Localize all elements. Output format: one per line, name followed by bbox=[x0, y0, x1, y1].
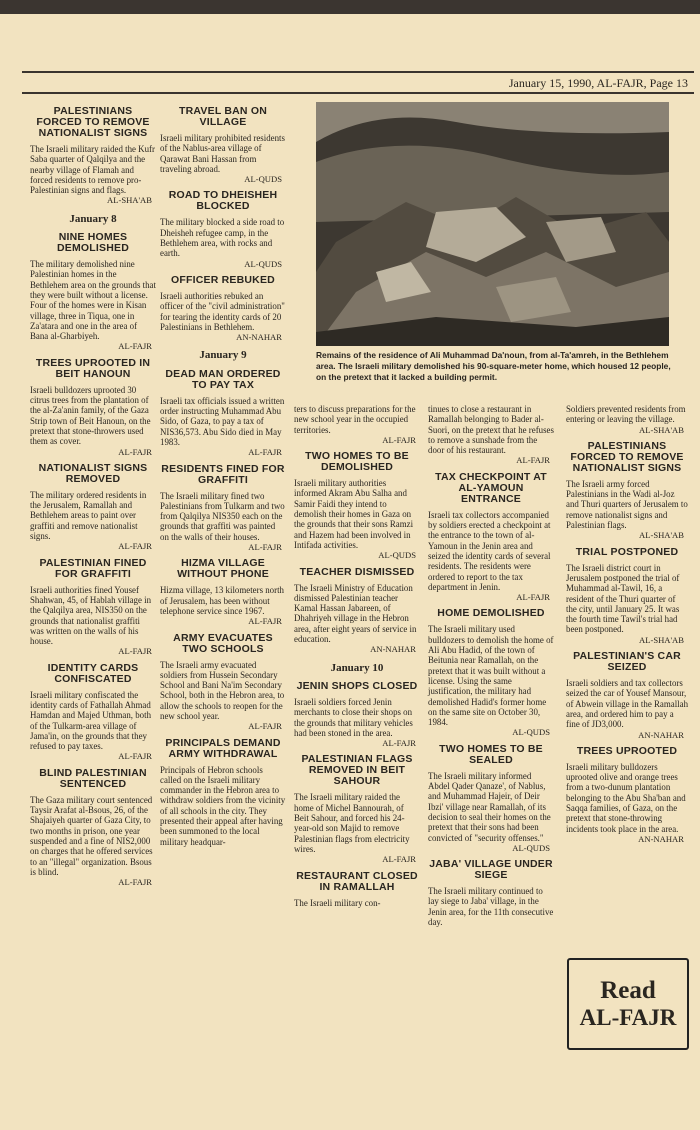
article-body: tinues to close a restaurant in Ramallah belonging to Bader al-Suori, on the pretext that he refuses to remove a sunshade from the door of his restaurant. bbox=[428, 404, 554, 456]
article-headline: TREES UPROOTED IN BEIT HANOUN bbox=[35, 356, 151, 380]
article-body: The Israeli military used bulldozers to demolish the home of Ali Abu Hadid, of the town of Beitunia near Ramallah, on the pretext that it was built without a license. Using the same justification, the military had demolished Hadid's former home on the same site on October 30, 1984. bbox=[428, 624, 554, 728]
demolished-home-photo bbox=[316, 102, 669, 346]
column-1 bbox=[30, 100, 156, 891]
article-body: The Israeli army evacuated soldiers from Hussein Secondary School and Bani Na'im Secondary School, both in the Hebron area, to allow the schools to reopen for the new school year. bbox=[160, 659, 285, 721]
article-source: AN-NAHAR bbox=[370, 644, 416, 655]
article-headline: NINE HOMES DEMOLISHED bbox=[56, 231, 129, 255]
article-source: AL-FAJR bbox=[382, 434, 416, 445]
article-source: AL-QUDS bbox=[244, 258, 282, 269]
article-body: ters to discuss preparations for the new school year in the occupied territories. bbox=[294, 404, 416, 435]
article-body: The Israeli military continued to lay siege to Jaba' village, in the Jenin area, for the 11th consecutive day. bbox=[428, 886, 554, 927]
article-headline: JENIN SHOPS CLOSED bbox=[296, 679, 418, 692]
article-body: Israeli authorities fined Yousef Shahwan, 45, of Hablah village in the Qalqilya area, NIS350 on the grounds that nationalist graffiti was written on the walls of his house. bbox=[30, 584, 152, 647]
article-body: Israeli soldiers and tax collectors seized the car of Yousef Mansour, of Abwein village in the Ramallah area, and ordered him to pay a fine of JD3,000. bbox=[566, 678, 689, 730]
date-heading: January 10 bbox=[330, 661, 384, 674]
article-body: Principals of Hebron schools called on the Israeli military commander in the Hebron area to withdraw soldiers from the vicinity of all schools in the city. They presented their appeal after having been summoned to the local military headquar- bbox=[160, 764, 286, 847]
article-headline: TEACHER DISMISSED bbox=[299, 565, 415, 578]
article-body: The Gaza military court sentenced Taysir Arafat al-Bsous, 26, of the Shajaiyeh quarter of Gaza City, to two months in prison, one year suspended and a fine of NIS2,000 on charges that he offered services to an "illegal" organization. Bsous is blind. bbox=[30, 794, 153, 877]
article-source: AL-FAJR bbox=[248, 721, 282, 732]
date-heading: January 9 bbox=[199, 349, 247, 362]
article-body: Israeli military prohibited residents of the Nablus-area village of Qarawat Bani Hassan from traveling abroad. bbox=[160, 133, 285, 174]
article-body: The Israeli military raided the Kufr Saba quarter of Qalqilya and the nearby village of Flamah and forced residents to remove pro-Palestinian signs and flags. bbox=[30, 144, 155, 196]
article-source: AL-FAJR bbox=[516, 455, 550, 466]
article-headline: TRAVEL BAN ON VILLAGE bbox=[179, 105, 267, 128]
article-source: AL-FAJR bbox=[248, 542, 282, 553]
article-source: AL-FAJR bbox=[382, 854, 416, 865]
column-3 bbox=[294, 404, 420, 908]
article-source: AL-SHA'AB bbox=[107, 195, 152, 206]
article-headline: ROAD TO DHEISHEH BLOCKED bbox=[168, 189, 278, 213]
article-headline: TRIAL POSTPONED bbox=[575, 545, 679, 558]
article-source: AL-FAJR bbox=[516, 592, 550, 603]
ad-line-2: AL-FAJR bbox=[579, 1005, 677, 1030]
column-5 bbox=[566, 404, 688, 848]
article-source: AL-SHA'AB bbox=[639, 424, 684, 435]
article-source: AL-FAJR bbox=[118, 646, 152, 657]
article-source: AL-QUDS bbox=[512, 842, 550, 853]
article-headline: DEAD MAN ORDERED TO PAY TAX bbox=[165, 367, 281, 391]
article-source: AL-SHA'AB bbox=[639, 634, 684, 645]
article-source: AL-SHA'AB bbox=[639, 530, 684, 541]
article-headline: PALESTINIAN FINED FOR GRAFFITI bbox=[39, 556, 147, 580]
article-body: The Israeli army forced Palestinians in the Wadi al-Joz and Thuri quarters of Jerusalem to remove nationalist signs and Palestinian flags. bbox=[566, 478, 688, 531]
article-body: The Israeli military con- bbox=[294, 897, 381, 908]
article-source: AL-QUDS bbox=[244, 174, 282, 185]
article-source: AL-FAJR bbox=[118, 341, 152, 352]
article-headline: RESTAURANT CLOSED IN RAMALLAH bbox=[296, 869, 418, 893]
scan-top-edge bbox=[0, 0, 700, 14]
article-body: The Israeli district court in Jerusalem postponed the trial of Muhammad al-Tawil, 16, a resident of the Thuri quarter of the city, until January 25. It was the fourth time Tawil's trial had been postponed. bbox=[566, 562, 680, 635]
column-2 bbox=[160, 100, 286, 847]
article-body: The military blocked a side road to Dheisheh refugee camp, in the Bethlehem area, with rocks and earth. bbox=[160, 217, 285, 259]
photo-caption: Remains of the residence of Ali Muhammad Da'noun, from al-Ta'amreh, in the Bethlehem area. The Israeli military demolished his 90-square-meter home, which housed 12 people, on the pretext that it lacked a building permit. bbox=[316, 350, 671, 382]
article-body: The Israeli military raided the home of Michel Bannourah, of Beit Sahour, and forced his 24-year-old son Majid to remove Palestinian flags from electricity wires. bbox=[294, 792, 410, 854]
rubble-photo-illustration bbox=[316, 102, 669, 346]
page-header: January 15, 1990, AL-FAJR, Page 13 bbox=[508, 76, 688, 90]
article-source: AL-QUDS bbox=[512, 727, 550, 738]
article-body: The Israeli military fined two Palestinians from Tulkarm and two from Qalqilya NIS350 each on the grounds that graffiti was painted on the walls of their houses. bbox=[160, 490, 285, 542]
column-4 bbox=[428, 404, 554, 927]
article-source: AL-FAJR bbox=[248, 447, 282, 458]
article-source: AL-FAJR bbox=[248, 616, 282, 627]
article-headline: NATIONALIST SIGNS REMOVED bbox=[38, 461, 148, 485]
article-headline: PALESTINIANS FORCED TO REMOVE NATIONALIST SIGNS bbox=[570, 439, 684, 474]
article-body: Israeli bulldozers uprooted 30 citrus trees from the plantation of the al-Za'anin family, of the Gaza Strip town of Beit Hanoun, on the pretext that stone-throwers used them as cover. bbox=[30, 384, 151, 447]
header-rule bbox=[22, 92, 694, 94]
article-headline: PALESTINIAN'S CAR SEIZED bbox=[573, 650, 681, 674]
article-headline: HOME DEMOLISHED bbox=[437, 607, 545, 620]
article-body: Israeli soldiers forced Jenin merchants to close their shops on the grounds that military vehicles had been stoned in the area. bbox=[294, 696, 413, 738]
ad-line-1: Read bbox=[600, 977, 656, 1004]
article-body: Israeli authorities rebuked an officer of the "civil administration" for tearing the identity cards of 20 Palestinians in Bethlehem. bbox=[160, 290, 285, 332]
top-rule bbox=[22, 71, 694, 73]
article-body: The Israeli Ministry of Education dismissed Palestinian teacher Kamal Hassan Jabareen, of Dhahriyeh village in the Hebron area, after eight years of service in education. bbox=[294, 582, 417, 645]
article-headline: TREES UPROOTED bbox=[576, 744, 678, 757]
article-source: AN-NAHAR bbox=[638, 833, 684, 844]
article-body: Soldiers prevented residents from entering or leaving the village. bbox=[566, 404, 686, 425]
article-headline: PALESTINIAN FLAGS REMOVED IN BEIT SAHOUR bbox=[301, 753, 413, 788]
article-body: The Israeli military informed Abdel Qader Qanaze', of Nablus, and Muhammad Hajeir, of Deir Ibzi' village near Ramallah, of its decision to seal their homes on the pretext that their sons had been convicted of "security offenses." bbox=[428, 770, 551, 843]
article-source: AN-NAHAR bbox=[638, 729, 684, 740]
article-source: AL-FAJR bbox=[118, 877, 152, 888]
article-source: AL-QUDS bbox=[378, 550, 416, 561]
article-body: The military demolished nine Palestinian homes in the Bethlehem area on the grounds that they were built without a license. Four of the homes were in Kisan village, three in Tiqua, one in Za'atara and one in the area of Bana al-Gharbiyeh. bbox=[30, 259, 156, 342]
article-headline: PALESTINIANS FORCED TO REMOVE NATIONALIST SIGNS bbox=[36, 105, 150, 139]
article-source: AL-FAJR bbox=[118, 751, 152, 762]
article-source: AL-FAJR bbox=[118, 446, 152, 457]
article-headline: ARMY EVACUATES TWO SCHOOLS bbox=[173, 631, 273, 655]
article-body: Israeli military bulldozers uprooted olive and orange trees from a two-dunum plantation belonging to the Abu Sha'ban and Saqqa families, of Gaza, on the pretext that stone-throwing incidents took place in the area. bbox=[566, 761, 686, 834]
article-headline: OFFICER REBUKED bbox=[171, 273, 275, 286]
article-headline: HIZMA VILLAGE WITHOUT PHONE bbox=[177, 557, 269, 581]
article-source: AL-FAJR bbox=[382, 738, 416, 749]
article-headline: JABA' VILLAGE UNDER SIEGE bbox=[429, 858, 553, 882]
article-headline: PRINCIPALS DEMAND ARMY WITHDRAWAL bbox=[165, 736, 281, 760]
article-headline: RESIDENTS FINED FOR GRAFFITI bbox=[161, 462, 285, 486]
article-body: The military ordered residents in the Jerusalem, Ramallah and Bethlehem areas to paint over graffiti and remove nationalist signs. bbox=[30, 489, 147, 542]
article-body: Israeli military confiscated the identity cards of Fathallah Ahmad Hamdan and Majed Uthman, both of the Tulkarm-area village of Jama'in, on the grounds that they refused to pay taxes. bbox=[30, 689, 152, 752]
article-body: Israeli tax officials issued a written order instructing Muhammad Abu Sido, of Gaza, to pay a tax of NIS36,573. Abu Sido died in May 1983. bbox=[160, 395, 285, 447]
article-headline: BLIND PALESTINIAN SENTENCED bbox=[39, 766, 147, 790]
article-headline: TWO HOMES TO BE DEMOLISHED bbox=[305, 450, 409, 474]
article-headline: TAX CHECKPOINT AT AL-YAMOUN ENTRANCE bbox=[435, 470, 547, 505]
article-source: AL-FAJR bbox=[118, 541, 152, 552]
article-headline: IDENTITY CARDS CONFISCATED bbox=[47, 661, 139, 685]
article-body: Hizma village, 13 kilometers north of Jerusalem, has been without telephone service since 1967. bbox=[160, 585, 284, 616]
article-body: Israeli tax collectors accompanied by soldiers erected a checkpoint at the entrance to the town of al-Yamoun in the Jenin area and seized the identity cards of several residents. The residents were ordered to report to the tax department in Jenin. bbox=[428, 509, 551, 592]
date-heading: January 8 bbox=[69, 212, 117, 225]
article-source: AN-NAHAR bbox=[236, 332, 282, 343]
article-headline: TWO HOMES TO BE SEALED bbox=[439, 742, 543, 766]
read-al-fajr-ad bbox=[567, 958, 689, 1050]
article-body: Israeli military authorities informed Akram Abu Salha and Samir Faidi they intend to demolish their homes in Gaza on the grounds that their sons Ramzi and Hazem had been involved in Intifada activities. bbox=[294, 478, 414, 550]
